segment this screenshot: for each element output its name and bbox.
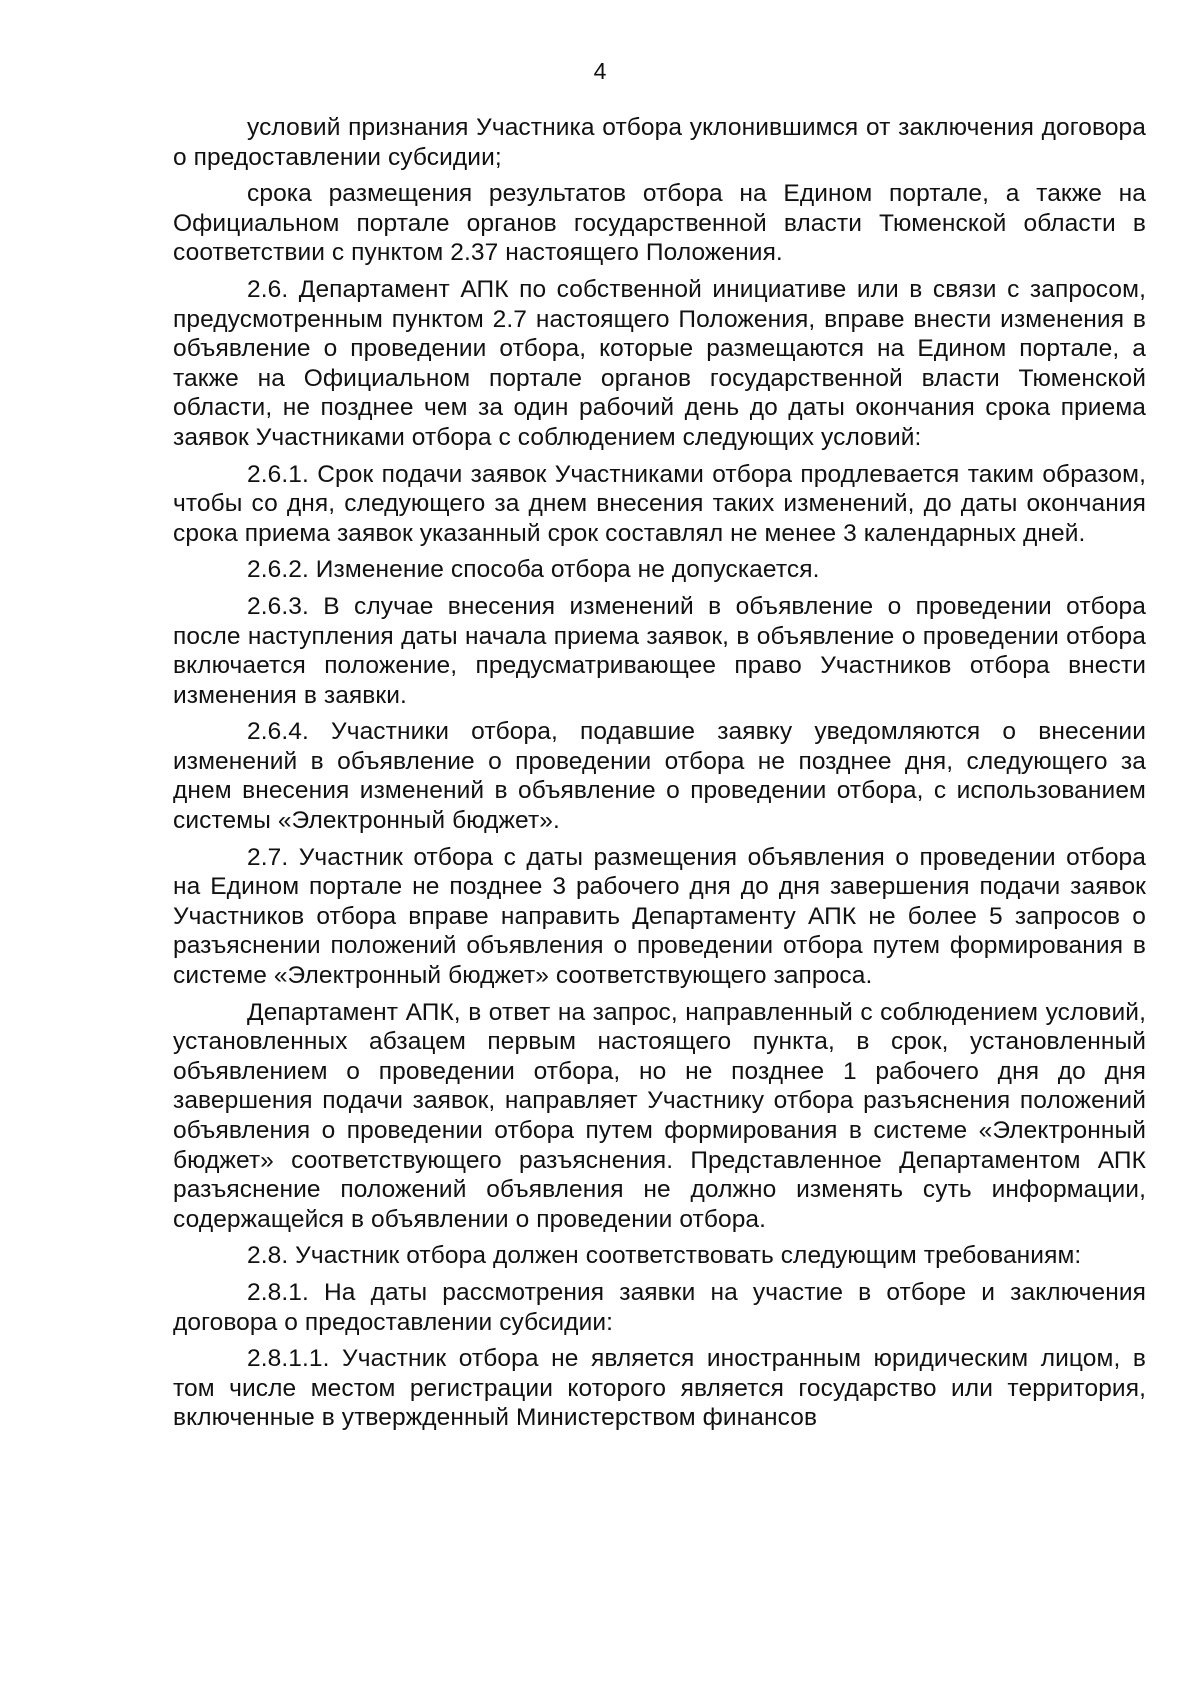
- document-body: [173, 113, 1146, 1440]
- paragraph-2-7-answer: Департамент АПК, в ответ на запрос, направленный с соблюдением условий, установленных абзацем первым настоящего пункта, в срок, установленный объявлением о проведении отбора, но не позднее 1 рабочего дня до дня завершения подачи заявок, направляет Участнику отбора разъяснения положений объявления о проведении отбора путем формирования в системе «Электронный бюджет» соответствующего разъяснения. Представленное Департаментом АПК разъяснение положений объявления не должно изменять суть информации, содержащейся в объявлении о проведении отбора.: [173, 998, 1146, 1233]
- paragraph-2-6-3: 2.6.3. В случае внесения изменений в объявление о проведении отбора после наступления даты начала приема заявок, в объявление о проведении отбора включается положение, предусматривающее право Участников отбора внести изменения в заявки.: [173, 592, 1146, 709]
- paragraph-2-8-1-1: 2.8.1.1. Участник отбора не является иностранным юридическим лицом, в том числе местом регистрации которого является государство или территория, включенные в утвержденный Министерством финансов: [173, 1345, 1146, 1432]
- paragraph-2-8: 2.8. Участник отбора должен соответствовать следующим требованиям:: [247, 1242, 1082, 1270]
- paragraph-evade-conditions: условий признания Участника отбора уклонившимся от заключения договора о предоставлении субсидии;: [173, 114, 1146, 171]
- paragraph-2-7: 2.7. Участник отбора с даты размещения объявления о проведении отбора на Едином портале не позднее 3 рабочего дня до дня завершения подачи заявок Участников отбора вправе направить Департаменту АПК не более 5 запросов о разъяснении положений объявления о проведении отбора путем формирования в системе «Электронный бюджет» соответствующего запроса.: [173, 843, 1146, 990]
- paragraph-2-6: 2.6. Департамент АПК по собственной инициативе или в связи с запросом, предусмотренным пунктом 2.7 настоящего Положения, вправе внести изменения в объявление о проведении отбора, которые размещаются на Едином портале, а также на Официальном портале органов государственной власти Тюменской области, не позднее чем за один рабочий день до даты окончания срока приема заявок Участниками отбора с соблюдением следующих условий:: [173, 275, 1146, 451]
- paragraph-2-6-2: 2.6.2. Изменение способа отбора не допускается.: [247, 556, 820, 584]
- paragraph-results-deadline: срока размещения результатов отбора на Едином портале, а также на Официальном портале органов государственной власти Тюменской области в соответствии с пунктом 2.37 настоящего Положения.: [173, 180, 1146, 267]
- paragraph-2-8-1: 2.8.1. На даты рассмотрения заявки на участие в отборе и заключения договора о предоставлении субсидии:: [173, 1278, 1146, 1336]
- paragraph-2-6-1: 2.6.1. Срок подачи заявок Участниками отбора продлевается таким образом, чтобы со дня, следующего за днем внесения таких изменений, до даты окончания срока приема заявок указанный срок составлял не менее 3 календарных дней.: [173, 460, 1146, 547]
- page-number: 4: [593, 58, 607, 84]
- paragraph-2-6-4: 2.6.4. Участники отбора, подавшие заявку уведомляются о внесении изменений в объявление о проведении отбора не позднее дня, следующего за днем внесения изменений в объявление о проведении отбора, с использованием системы «Электронный бюджет».: [173, 718, 1146, 835]
